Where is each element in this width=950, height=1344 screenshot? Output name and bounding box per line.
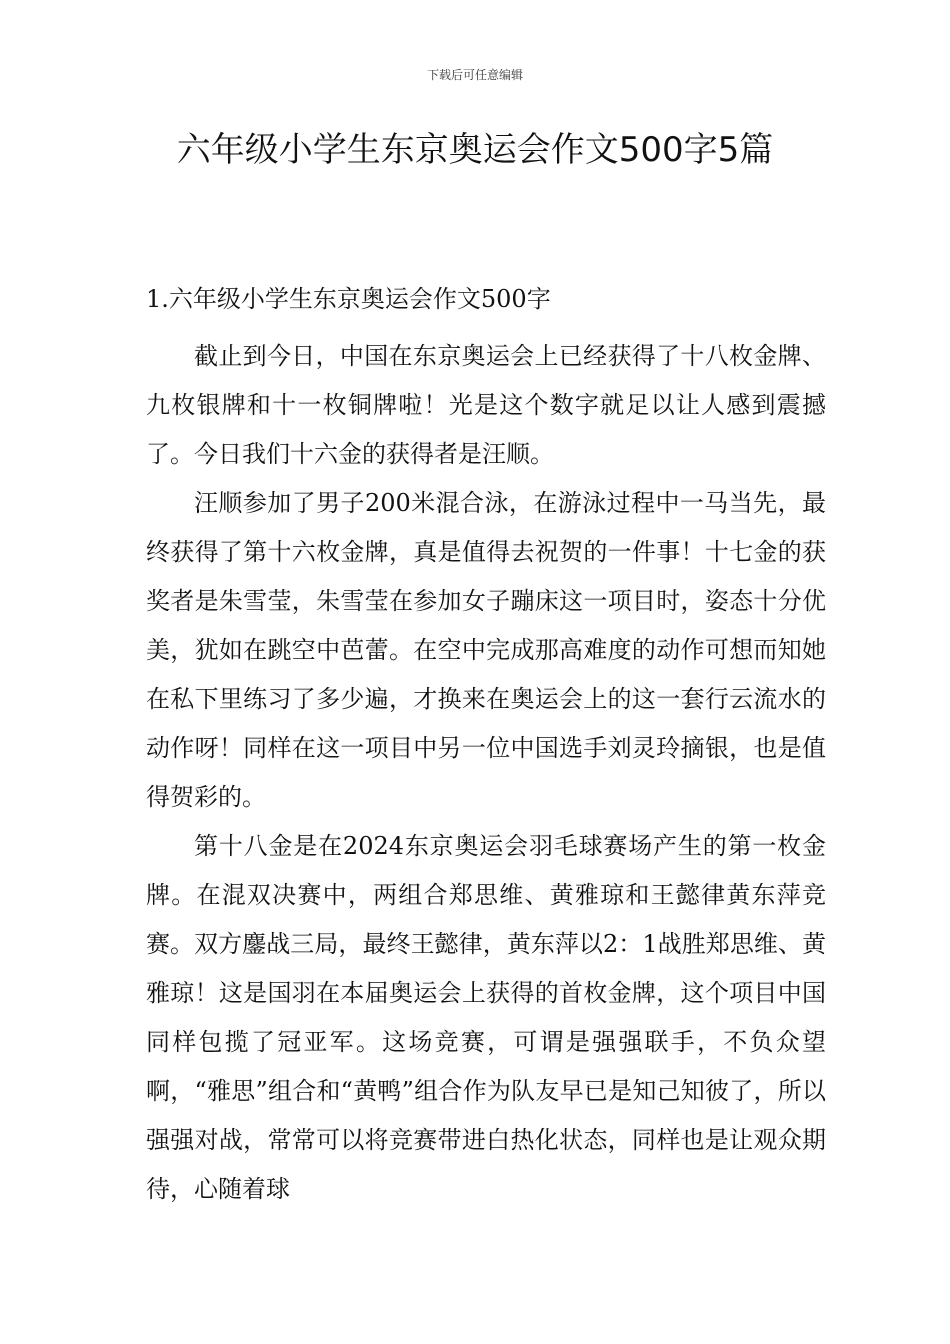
- document-title: 六年级小学生东京奥运会作文500字5篇: [176, 130, 774, 170]
- paragraph-3: 第十八金是在2024东京奥运会羽毛球赛场产生的第一枚金牌。在混双决赛中，两组合郑思维、黄雅琼和王懿律黄东萍竞赛。双方鏖战三局，最终王懿律，黄东萍以2：1战胜郑思维、黄雅琼！这是国羽在本届奥运会上获得的首枚金牌，这个项目中国同样包揽了冠亚军。这场竞赛，可谓是强强联手，不负众望啊，“雅思”组合和“黄鸭”组合作为队友早已是知己知彼了，所以强强对战，常常可以将竞赛带进白热化状态，同样也是让观众期待，心随着球: [146, 832, 826, 1203]
- paragraph-1: 截止到今日，中国在东京奥运会上已经获得了十八枚金牌、九枚银牌和十一枚铜牌啦！光是这个数字就足以让人感到震撼了。今日我们十六金的获得者是汪顺。: [146, 342, 826, 468]
- document-body: [146, 283, 826, 1214]
- header-note: 下载后可任意编辑: [426, 68, 523, 82]
- section-heading: 1.六年级小学生东京奥运会作文500字: [146, 285, 551, 313]
- paragraph-2: 汪顺参加了男子200米混合泳，在游泳过程中一马当先，最终获得了第十六枚金牌，真是值得去祝贺的一件事！十七金的获奖者是朱雪莹，朱雪莹在参加女子蹦床这一项目时，姿态十分优美，犹如在跳空中芭蕾。在空中完成那高难度的动作可想而知她在私下里练习了多少遍，才换来在奥运会上的这一套行云流水的动作呀！同样在这一项目中另一位中国选手刘灵玲摘银，也是值得贺彩的。: [146, 489, 826, 811]
